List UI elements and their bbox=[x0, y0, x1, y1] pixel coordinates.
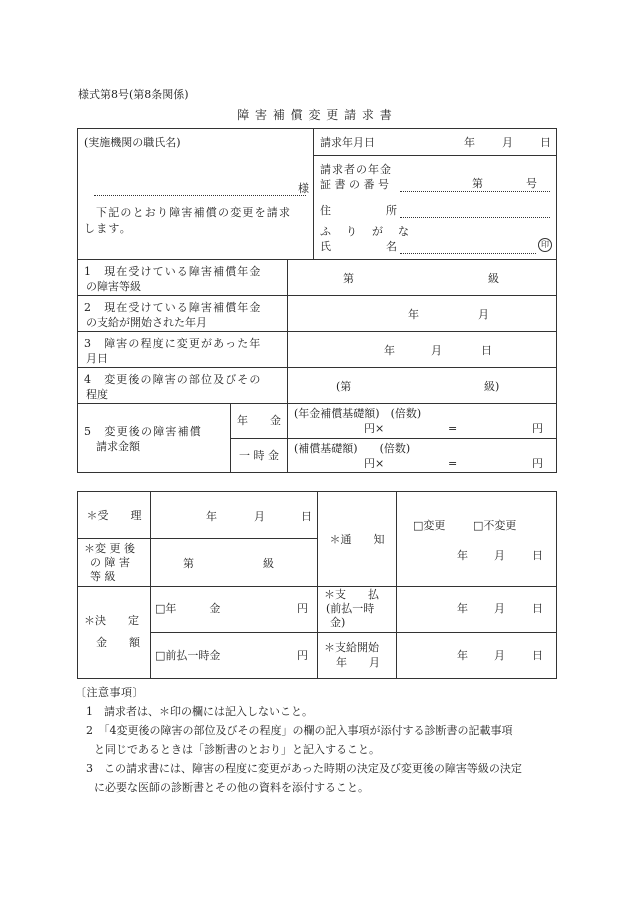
name-label-2: 名 bbox=[386, 240, 397, 253]
item4-label-1: 4 変更後の障害の部位及びその bbox=[84, 373, 262, 386]
decision-pension-cell[interactable] bbox=[151, 587, 318, 633]
applicant-info-cell bbox=[314, 156, 557, 260]
notify-day: 日 bbox=[532, 549, 543, 562]
seal-mark: 印 bbox=[538, 238, 552, 252]
applicant-table bbox=[77, 128, 557, 260]
notes-section bbox=[75, 683, 565, 797]
item3-label-2: 月日 bbox=[86, 352, 108, 365]
item1-dai: 第 bbox=[343, 272, 354, 285]
notify-year: 年 bbox=[457, 549, 468, 562]
decision-advance-cell[interactable] bbox=[151, 633, 318, 679]
decision-pension-yen: 円 bbox=[297, 602, 308, 615]
institution-label: (実施機関の職氏名) bbox=[84, 136, 181, 149]
start-label-1: ＊支給開始 bbox=[324, 641, 379, 654]
payment-label-3: 金) bbox=[330, 616, 346, 629]
item2-year: 年 bbox=[408, 308, 419, 321]
payment-label-1: ＊支 払 bbox=[324, 588, 379, 601]
date-month[interactable]: 月 bbox=[502, 136, 513, 149]
payment-label-2: (前払一時 bbox=[326, 602, 375, 615]
note-line-2: 2 「4変更後の障害の部位及びその程度」の欄の記入事項が添付する診断書の記載事項 bbox=[86, 724, 513, 737]
grade-label-2: の 障 害 bbox=[90, 556, 130, 569]
item4-value-cell[interactable] bbox=[288, 368, 557, 404]
item3-label-1: 3 障害の程度に変更があった年 bbox=[84, 337, 262, 350]
start-date-cell[interactable] bbox=[397, 633, 557, 679]
note-line-3: と同じであるときは「診断書のとおり」と記入すること。 bbox=[94, 743, 380, 756]
lumpsum-yen: 円 bbox=[532, 456, 543, 470]
date-label: 請求年月日 bbox=[320, 136, 375, 149]
item5-label-1: 5 変更後の障害補償 bbox=[84, 425, 202, 438]
item3-day: 日 bbox=[481, 344, 492, 357]
grade-label-cell bbox=[78, 539, 151, 587]
item4-dai: (第 bbox=[336, 380, 352, 393]
form-title: 障 害 補 償 変 更 請 求 書 bbox=[237, 108, 393, 122]
address-field[interactable] bbox=[400, 203, 550, 218]
item2-month: 月 bbox=[478, 308, 489, 321]
payment-month: 月 bbox=[494, 602, 505, 615]
date-day[interactable]: 日 bbox=[540, 136, 551, 149]
notes-heading: 〔注意事項〕 bbox=[75, 686, 144, 699]
pension-equals: = bbox=[448, 422, 458, 435]
start-month: 月 bbox=[494, 649, 505, 662]
item2-label-cell bbox=[78, 296, 288, 332]
payment-day: 日 bbox=[532, 602, 543, 615]
item1-label-2: の障害等級 bbox=[86, 280, 141, 293]
item5-lumpsum-formula[interactable] bbox=[288, 438, 557, 473]
receipt-day: 日 bbox=[301, 510, 312, 523]
start-year: 年 bbox=[457, 649, 468, 662]
start-label-cell bbox=[318, 633, 397, 679]
honorific: 様 bbox=[298, 182, 309, 195]
pension-yen-times: 円× bbox=[364, 422, 385, 435]
item4-label-2: 程度 bbox=[86, 388, 108, 401]
advance-checkbox[interactable]: □前払一時金 bbox=[155, 649, 221, 662]
grade-dai: 第 bbox=[183, 557, 194, 570]
receipt-date-cell[interactable] bbox=[151, 492, 318, 539]
office-use-table bbox=[77, 491, 557, 679]
lumpsum-formula-header: (補償基礎額) (倍数) bbox=[294, 441, 411, 455]
pension-formula-header: (年金補償基礎額) (倍数) bbox=[294, 407, 422, 420]
item1-kyu: 級 bbox=[488, 272, 499, 285]
start-label-2: 年 月 bbox=[336, 656, 380, 669]
start-day: 日 bbox=[532, 649, 543, 662]
pension-gou: 号 bbox=[526, 177, 537, 190]
item3-value-cell[interactable] bbox=[288, 332, 557, 368]
note-line-4: 3 この請求書には、障害の程度に変更があった時期の決定及び変更後の障害等級の決定 bbox=[86, 762, 522, 775]
grade-kyu: 級 bbox=[263, 557, 274, 570]
receipt-month: 月 bbox=[254, 510, 265, 523]
notify-label: ＊通 知 bbox=[318, 492, 397, 587]
decision-label-cell bbox=[78, 587, 151, 679]
item3-year: 年 bbox=[384, 344, 395, 357]
lumpsum-yen-times: 円× bbox=[364, 456, 385, 470]
note-line-5: に必要な医師の診断書とその他の資料を添付すること。 bbox=[94, 781, 369, 794]
receipt-year: 年 bbox=[206, 510, 217, 523]
items-table bbox=[77, 259, 557, 473]
item4-label-cell bbox=[78, 368, 288, 404]
address-label: 住 bbox=[320, 204, 331, 217]
pension-label-1: 請求者の年金 bbox=[320, 163, 392, 176]
item2-value-cell[interactable] bbox=[288, 296, 557, 332]
grade-label-3: 等 級 bbox=[90, 570, 116, 583]
date-cell bbox=[314, 129, 557, 156]
notify-cell bbox=[397, 492, 557, 587]
nochange-checkbox[interactable]: □不変更 bbox=[473, 519, 517, 532]
pension-checkbox[interactable]: □年 金 bbox=[155, 602, 221, 615]
lumpsum-equals: = bbox=[448, 456, 458, 470]
item1-label-cell bbox=[78, 260, 288, 296]
notify-month: 月 bbox=[494, 549, 505, 562]
form-number: 様式第8号(第8条関係) bbox=[78, 88, 189, 101]
item5-lumpsum-label: 一 時 金 bbox=[231, 438, 288, 473]
item5-pension-formula[interactable] bbox=[288, 404, 557, 439]
decision-label-1: ＊決 定 bbox=[84, 614, 139, 627]
payment-year: 年 bbox=[457, 602, 468, 615]
item5-label-cell bbox=[78, 404, 231, 473]
item4-kyu: 級) bbox=[484, 380, 500, 393]
institution-name-field[interactable] bbox=[94, 181, 306, 196]
receipt-label: ＊受 理 bbox=[78, 492, 151, 539]
decision-advance-yen: 円 bbox=[297, 649, 308, 662]
request-text-2: します。 bbox=[84, 222, 132, 235]
institution-cell bbox=[78, 129, 314, 260]
pension-dai: 第 bbox=[472, 177, 483, 190]
address-label-2: 所 bbox=[386, 204, 397, 217]
furigana-label: ふ り が な bbox=[320, 225, 411, 238]
item2-label-2: の支給が開始された年月 bbox=[86, 316, 207, 329]
name-field[interactable] bbox=[400, 239, 536, 254]
payment-date-cell[interactable] bbox=[397, 587, 557, 633]
item5-label-2: 請求金額 bbox=[96, 440, 140, 453]
date-year[interactable]: 年 bbox=[464, 136, 475, 149]
item3-month: 月 bbox=[431, 344, 442, 357]
item3-label-cell bbox=[78, 332, 288, 368]
item1-label-1: 1 現在受けている障害補償年金 bbox=[84, 265, 262, 278]
change-checkbox[interactable]: □変更 bbox=[413, 519, 446, 532]
grade-label-1: ＊変 更 後 bbox=[84, 542, 135, 555]
item5-pension-label: 年 金 bbox=[231, 404, 288, 439]
request-text-1: 下記のとおり障害補償の変更を請求 bbox=[96, 206, 292, 219]
pension-yen: 円 bbox=[532, 422, 543, 435]
payment-label-cell bbox=[318, 587, 397, 633]
note-line-1: 1 請求者は、＊印の欄には記入しないこと。 bbox=[86, 705, 313, 718]
name-label-1: 氏 bbox=[320, 240, 331, 253]
grade-cell[interactable] bbox=[151, 539, 318, 587]
decision-label-2: 金 額 bbox=[96, 636, 140, 649]
item1-value-cell[interactable] bbox=[288, 260, 557, 296]
item2-label-1: 2 現在受けている障害補償年金 bbox=[84, 301, 262, 314]
pension-label-2: 証 書 の 番 号 bbox=[320, 178, 389, 191]
